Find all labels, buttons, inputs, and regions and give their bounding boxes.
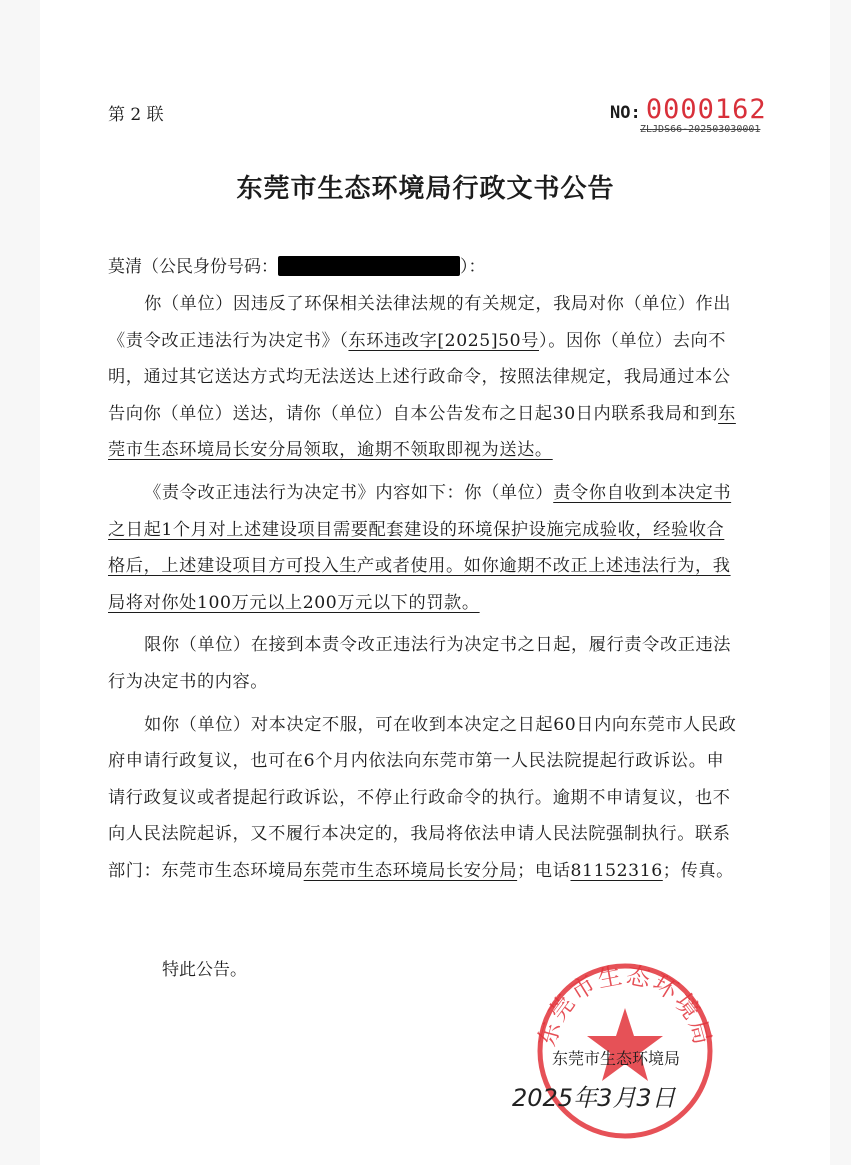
decision-number: 东环违改字[2025]50号	[348, 330, 539, 351]
addressee-prefix: 莫清（公民身份号码：	[108, 257, 278, 277]
seal-text: 东莞市生态环境局	[532, 960, 718, 1050]
paragraph-notice	[108, 286, 740, 469]
paragraph-deadline: 限你（单位）在接到本责令改正违法行为决定书之日起，履行责令改正违法行为决定书的内容。	[108, 635, 732, 692]
pickup-location: 东莞市生态环境局长安分局领取，逾期不领取即视为送达。	[108, 403, 736, 461]
addressee-suffix: ）：	[460, 257, 486, 277]
closing-text: 特此公告。	[162, 960, 247, 980]
p1-text-a: 你（单位）因违反了环保相关法律法规的有关规定，我局对你（单位）作出《责令改正违法行为决定书》（	[108, 294, 732, 351]
document-title: 东莞市生态环境局行政文书公告	[236, 174, 615, 204]
serial-number	[610, 94, 767, 125]
seal-star-icon	[587, 1008, 663, 1081]
p4-text-e: ；传真。	[662, 860, 734, 881]
serial-no-value: 0000162	[645, 94, 767, 125]
redaction-bar	[278, 256, 460, 276]
p2-text-a: 《责令改正违法行为决定书》内容如下：你（单位）	[144, 482, 554, 503]
paragraph-content	[108, 475, 740, 621]
phone-number: 81152316	[570, 860, 663, 881]
copy-label: 第 2 联	[108, 105, 164, 125]
order-content: 责令你自收到本决定书之日起1个月对上述建设项目需要配套建设的环境保护设施完成验收，经验收合格后，上述建设项目方可投入生产或者使用。如你逾期不改正上述违法行为，我局将对你处100万元以上200万元以下的罚款。	[108, 482, 732, 613]
addressee	[108, 252, 486, 277]
p4-text-c: ；电话	[517, 860, 571, 881]
p4-text-a: 如你（单位）对本决定不服，可在收到本决定之日起60日内向东莞市人民政府申请行政复议，也可在6个月内依法向东莞市第一人民法院提起行政诉讼。申请行政复议或者提起行政诉讼，不停止行政命令的执行。逾期不申请复议，也不向人民法院起诉，又不履行本决定的，我局将依法申请人民法院强制执行。联系部门：东莞市生态环境局	[108, 714, 737, 881]
notice-body	[108, 286, 740, 890]
paragraph-appeal	[108, 707, 740, 890]
p1-text-c: ）。因你（单位）去向不明，通过其它送达方式均无法送达上述行政命令，按照法律规定，我局通过本公告向你（单位）送达，请你（单位）自本公告发布之日起30日内联系我局和到	[108, 330, 731, 424]
serial-code: ZLJDS66-202503030001	[640, 124, 761, 135]
serial-no-label: NO:	[610, 103, 641, 123]
signature-org: 东莞市生态环境局	[552, 1049, 681, 1068]
contact-department: 东莞市生态环境局长安分局	[303, 860, 518, 881]
signature-date: 2025年3月3日	[512, 1084, 676, 1112]
